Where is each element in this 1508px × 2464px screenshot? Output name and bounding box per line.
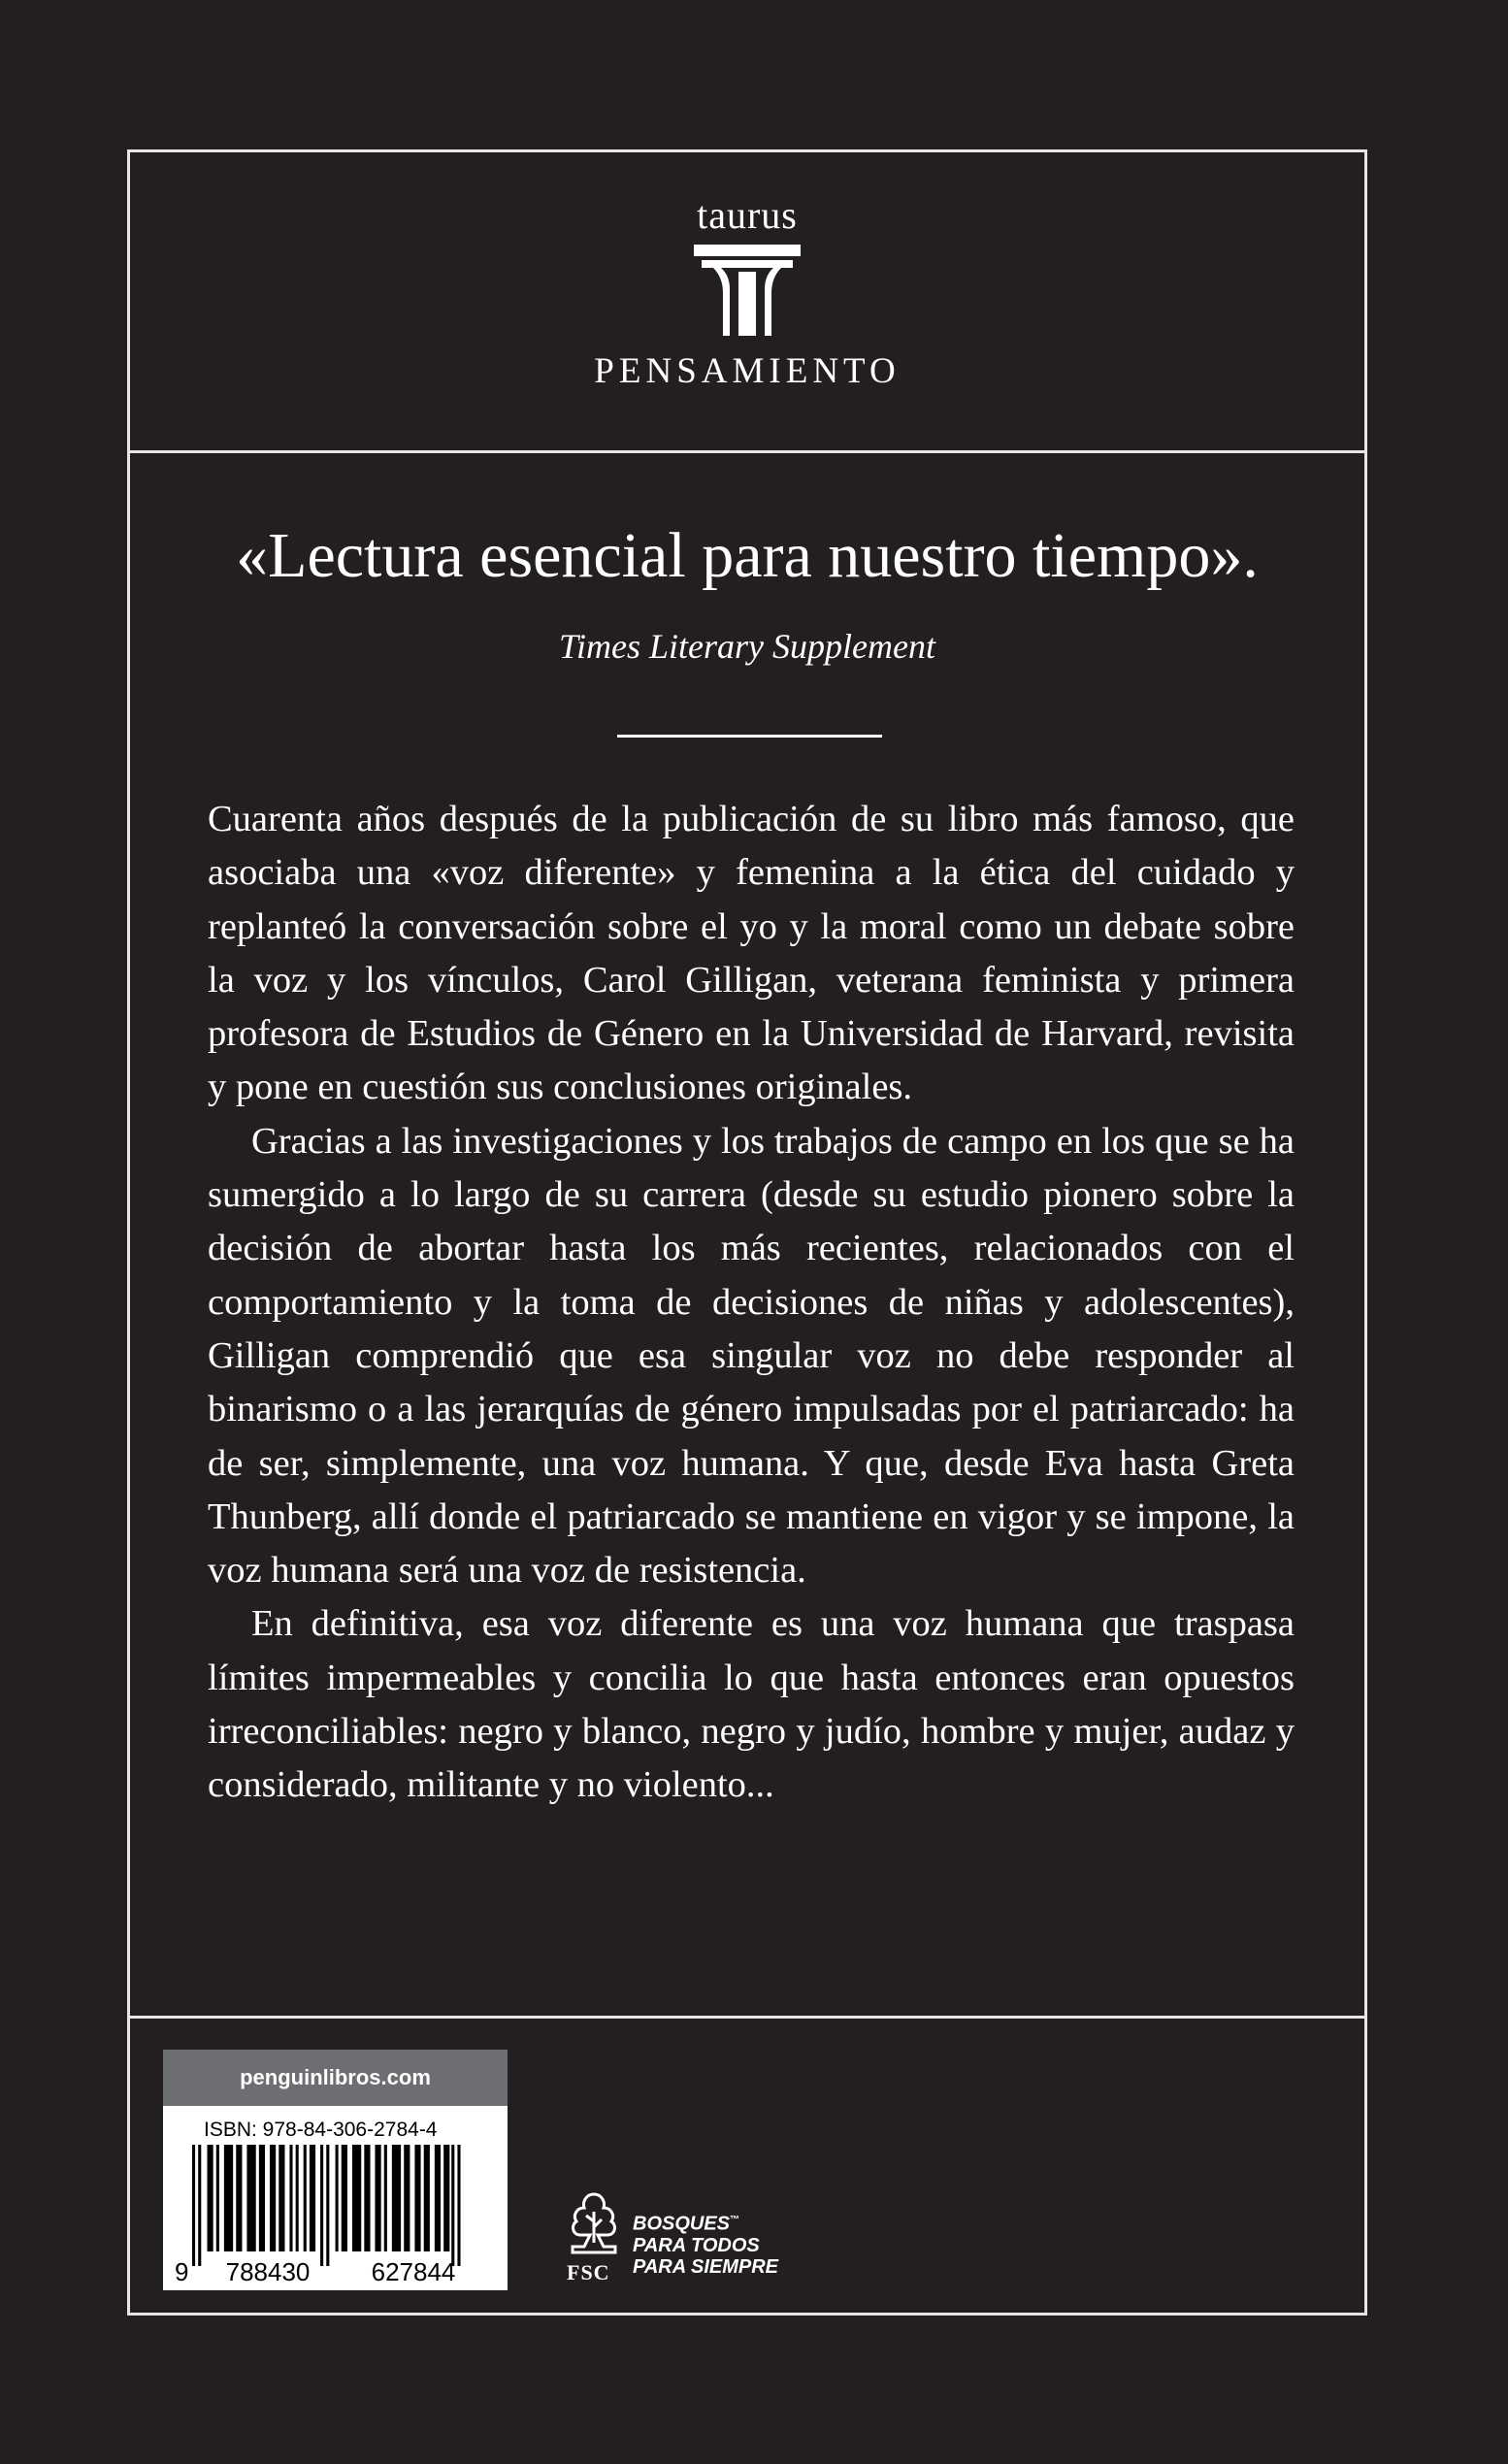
barcode-bar [392,2145,401,2251]
barcode-bar [414,2145,420,2251]
fsc-tree-icon [565,2190,623,2258]
publisher-logo [130,193,1364,391]
barcode-bar [443,2145,449,2251]
barcode-bar [320,2145,323,2266]
barcode-bar [224,2145,233,2251]
synopsis-paragraph-2: Gracias a las investigaciones y los trabajos de campo en los que se ha sumergido a lo largo de su carrera (desde su estudio pionero sobre la decisión de abortar hasta los más recientes, relacionados con el comportamiento y la toma de decisiones de niñas y adolescentes), Gilligan comprendió que esa singular voz no debe responder al binarismo o a las jerarquías de género impulsadas por el patriarcado: ha de ser, simplemente, una voz humana. Y que, desde Eva hasta Greta Thunberg, allí donde el patriarcado se mantiene en vigor y se impone, la voz humana será una voz de resistencia. [208,1120,1295,1592]
isbn-label: ISBN: 978-84-306-2784-4 [204,2119,438,2141]
quote-rule [617,735,882,738]
barcode-bar [236,2145,242,2251]
barcode-bar [289,2145,292,2251]
barcode-bar [404,2145,410,2251]
trademark-symbol: ™ [730,2215,740,2225]
barcode-bar [364,2145,370,2251]
cover-frame [127,149,1367,2316]
barcode-bar [296,2145,299,2251]
barcode-bar [435,2145,441,2251]
barcode [171,2145,501,2285]
collection-name: PENSAMIENTO [594,351,901,391]
divider-bottom [130,2016,1364,2019]
barcode-bar [424,2145,430,2251]
barcode-bar [375,2145,380,2251]
barcode-bar [457,2145,460,2266]
barcode-block [163,2050,508,2290]
synopsis-paragraph-1: Cuarenta años después de la publicación de su libro más famoso, que asociaba una «voz diferente» y femenina a la ética del cuidado y replanteó la conversación sobre el yo y la moral como un debate sobre la voz y los vínculos, Carol Gilligan, veterana feminista y primera profesora de Estudios de Género en la Universidad de Harvard, revisita y pone en cuestión sus conclusiones originales. [208,799,1295,1108]
barcode-digit-first: 9 [175,2257,189,2285]
barcode-bar [259,2145,265,2251]
barcode-bar [352,2145,361,2251]
barcode-bar [451,2145,454,2266]
barcode-bar [304,2145,307,2251]
barcode-bar [342,2145,347,2251]
fsc-slogan-line-1: BOSQUES [633,2213,731,2235]
barcode-bar [270,2145,276,2251]
barcode-bar [279,2145,284,2251]
publisher-website: penguinlibros.com [163,2050,508,2106]
barcode-bar [216,2145,219,2251]
barcode-digits-left: 788430 [225,2257,311,2285]
synopsis-paragraph-3: En definitiva, esa voz diferente es una voz humana que traspasa límites impermeables y concilia lo que hasta entonces eran opuestos irreconciliables: negro y blanco, negro y judío, hombre y mujer, audaz y considerado, militante y no violento... [208,1603,1295,1806]
publisher-wordmark: taurus [697,193,798,237]
barcode-bar [208,2145,213,2251]
taurus-t-logo-icon [694,245,801,336]
synopsis [208,793,1295,1813]
fsc-label: FSC [567,2260,610,2284]
barcode-bar [192,2145,195,2266]
barcode-bar [246,2145,255,2251]
barcode-bar [198,2145,201,2266]
barcode-bar [326,2145,329,2266]
blurb-quote: «Lectura esencial para nuestro tiempo». [236,520,1259,591]
fsc-slogan-line-2: PARA TODOS [633,2234,760,2256]
fsc-slogan-line-3: PARA SIEMPRE [633,2255,779,2278]
divider-top [130,450,1364,453]
barcode-bar [336,2145,339,2251]
barcode-bar [310,2145,315,2251]
blurb-source: Times Literary Supplement [559,627,935,666]
barcode-digits-right: 627844 [371,2257,456,2285]
fsc-slogan [633,2210,778,2278]
barcode-bar [384,2145,387,2251]
fsc-logo [565,2190,817,2292]
